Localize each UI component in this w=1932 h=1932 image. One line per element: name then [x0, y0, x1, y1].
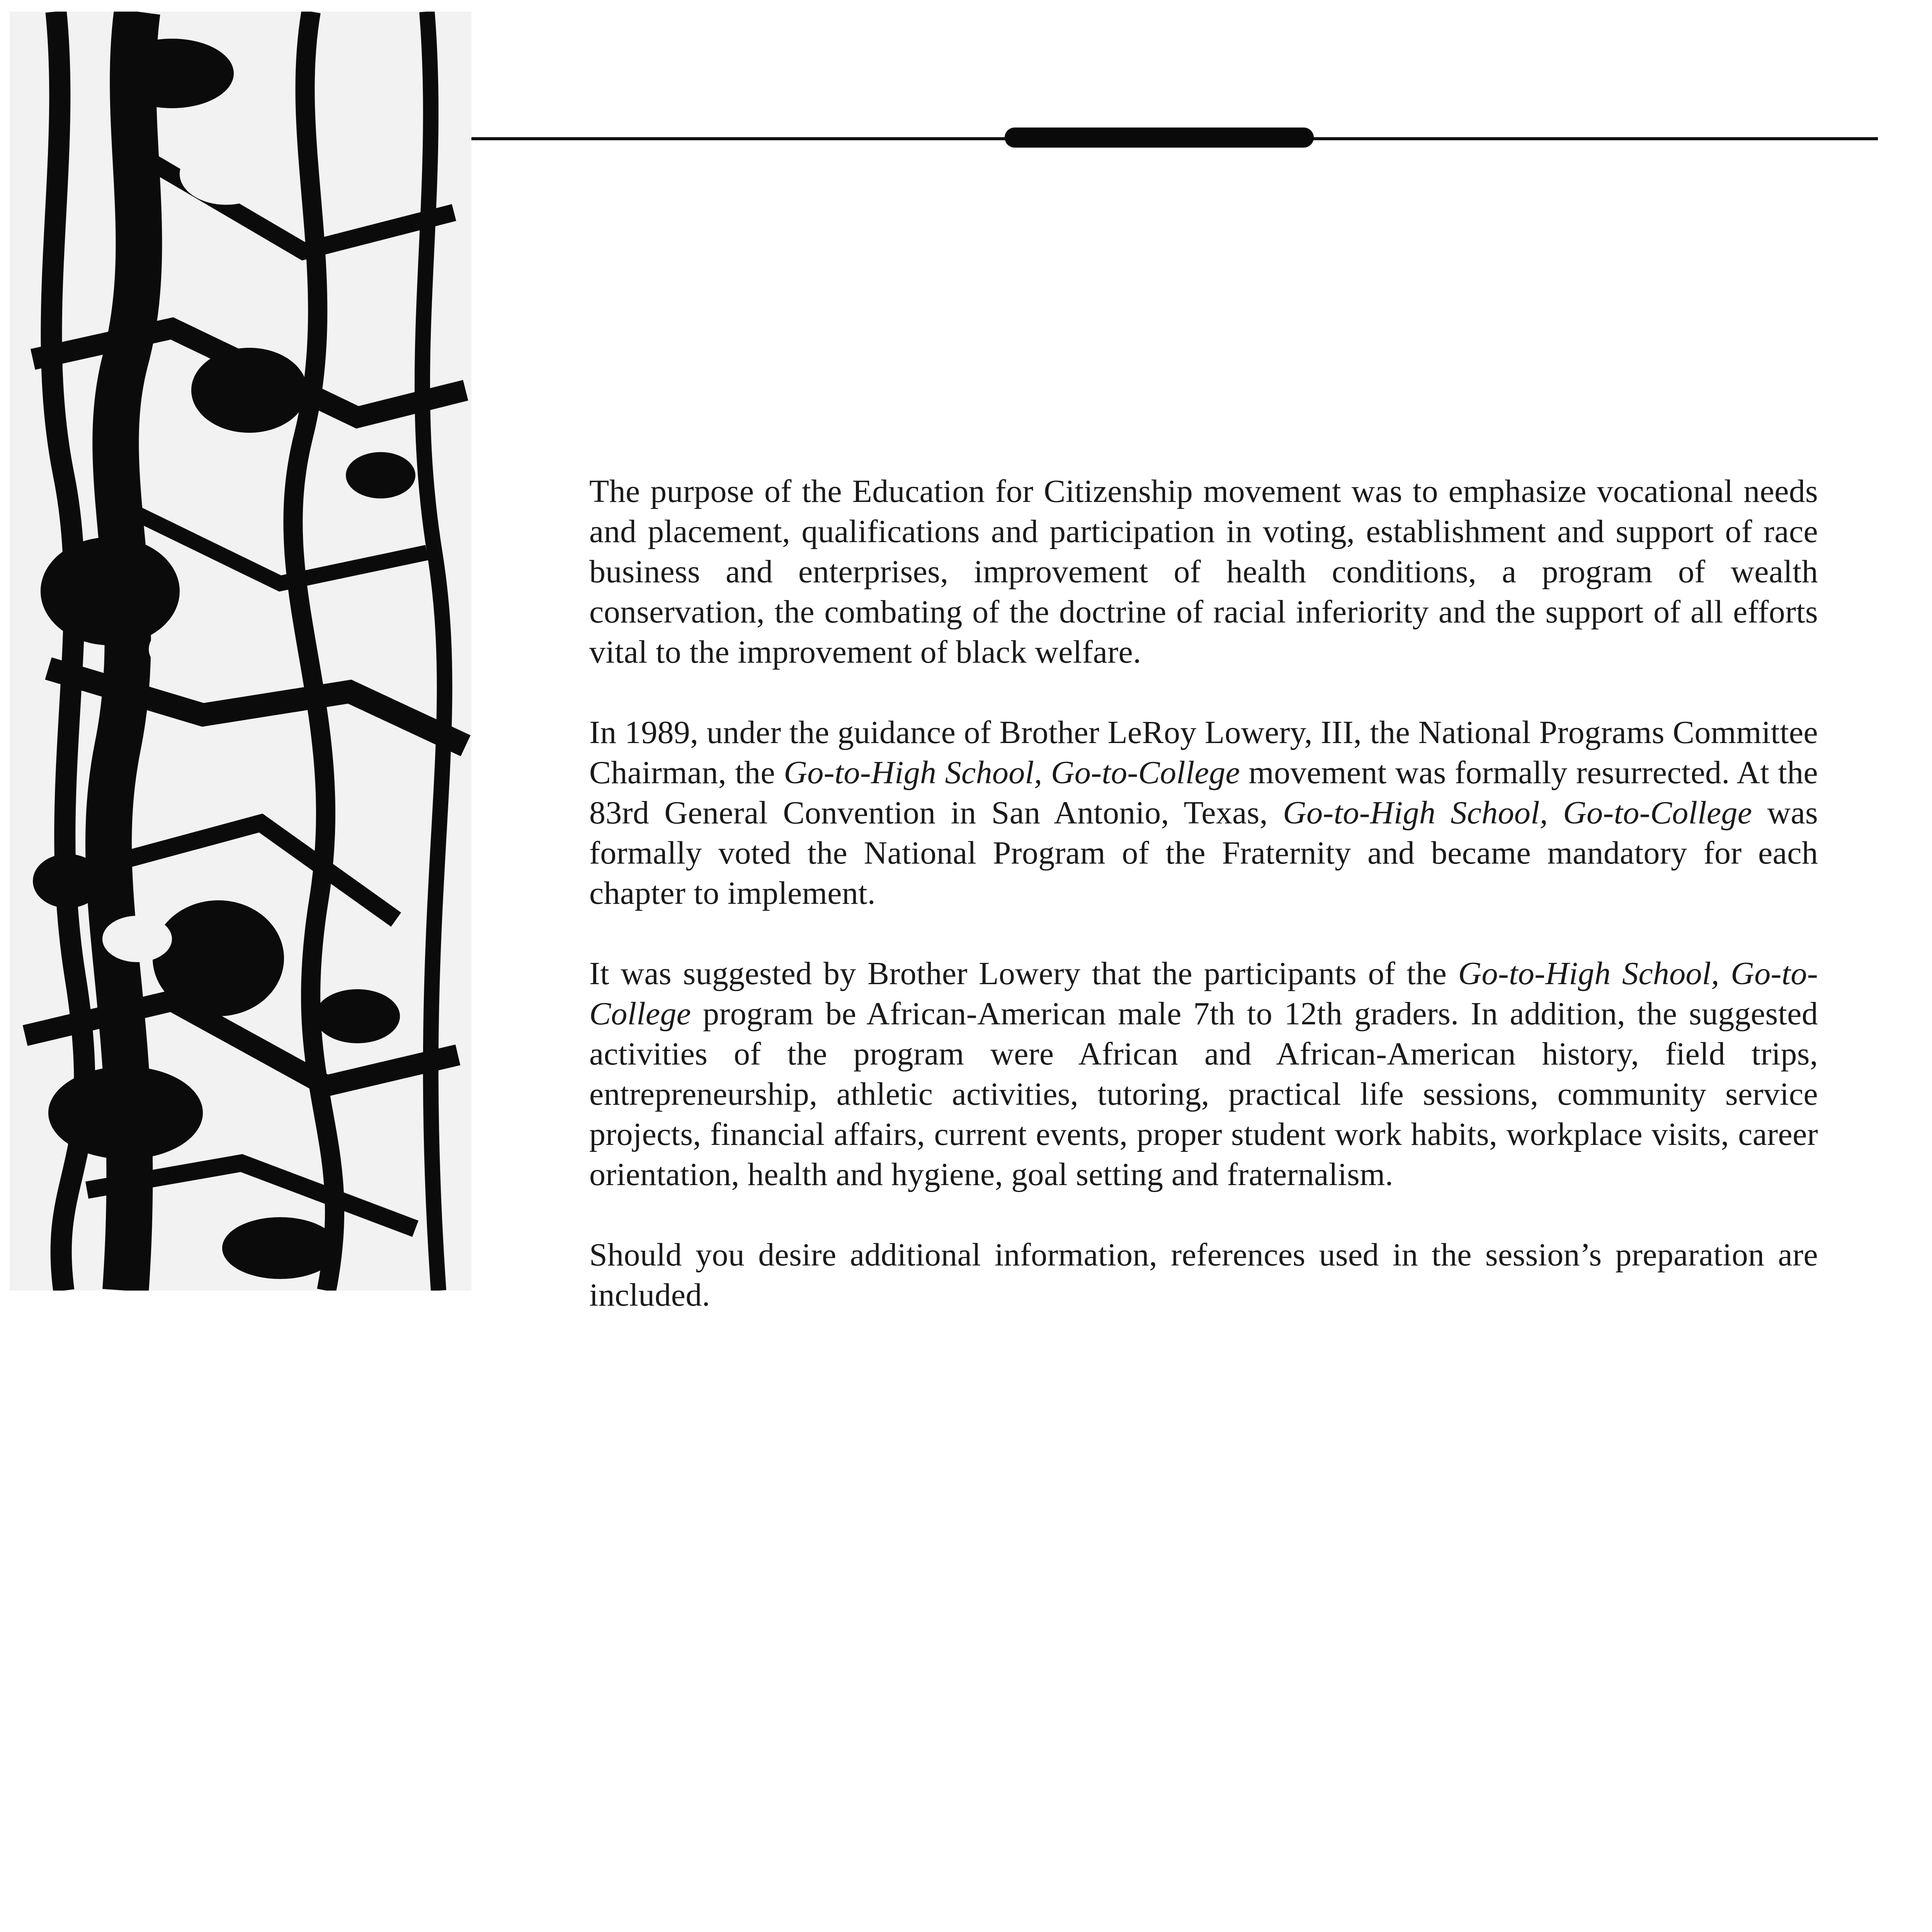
marble-texture-image — [10, 12, 471, 1291]
paragraph-1989-resurrection — [589, 713, 1818, 913]
paragraph-education-for-citizenship — [589, 471, 1818, 672]
paragraph-additional-information — [589, 1235, 1818, 1315]
program-name-italic: Go-to-High School, Go-to-College — [1283, 795, 1752, 831]
body-text — [589, 471, 1818, 1355]
rule-accent-bar — [1005, 128, 1314, 148]
text-run: movement was formally resurrected. At the 83rd General Convention in San Antonio, Texas, — [589, 755, 1818, 831]
text-run: was formally voted the National Program of the Fraternity and became mandatory for each chapter to implement. — [589, 795, 1818, 911]
program-name-italic: Go-to-High School, Go-to-College — [784, 755, 1240, 791]
text-run: program be African-American male 7th to 12th graders. In addition, the suggested activities of the program were African and African-American history, field trips, entrepreneurship, athletic activities, tutoring, practical life sessions, community service projects, financial affairs, current events, proper student work habits, workplace visits, career orientation, health and hygiene, goal setting and fraternalism. — [589, 996, 1818, 1192]
program-name-italic: Go-to-High School, Go-to-College — [589, 956, 1818, 1032]
text-run: In 1989, under the guidance of Brother LeRoy Lowery, III, the National Programs Committee Chairman, the — [589, 714, 1818, 791]
text-run: Should you desire additional information, references used in the session’s preparation are included. — [589, 1237, 1818, 1313]
text-run: The purpose of the Education for Citizenship movement was to emphasize vocational needs and placement, qualifications and participation in voting, establishment and support of race business and enterprises, improvement of health conditions, a program of wealth conservation, the combating of the doctrine of racial inferiority and the support of all efforts vital to the improvement of black welfare. — [589, 473, 1818, 670]
paragraph-participants-activities — [589, 954, 1818, 1195]
text-run: It was suggested by Brother Lowery that the participants of the — [589, 956, 1458, 992]
